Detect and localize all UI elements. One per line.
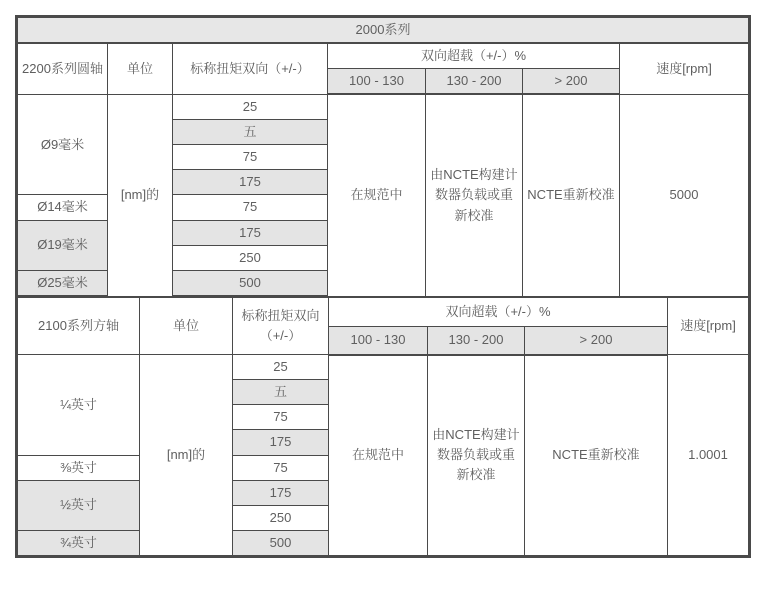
overload-gt-200-cell: NCTE重新校准	[523, 94, 620, 296]
shaft-size-cell: Ø14毫米	[18, 195, 108, 220]
unit-column-header: 单位	[108, 43, 173, 94]
overload-130-200-cell: 由NCTE构建计数器负载或重新校准	[428, 355, 525, 556]
overload-range-header: > 200	[525, 327, 668, 355]
shaft-size-cell: Ø25毫米	[18, 270, 108, 296]
series-2100-table	[17, 297, 749, 556]
shaft-size-cell: Ø19毫米	[18, 220, 108, 270]
shaft-column-header: 2100系列方轴	[18, 298, 140, 355]
overload-range-header: > 200	[523, 69, 620, 95]
speed-value-cell: 5000	[620, 94, 749, 296]
torque-value-cell: 75	[233, 455, 329, 480]
torque-value-cell: 五	[233, 380, 329, 405]
overload-100-130-cell: 在规范中	[328, 94, 426, 296]
overload-range-header: 100 - 130	[329, 327, 428, 355]
table-row	[18, 94, 749, 119]
torque-value-cell: 500	[233, 531, 329, 556]
shaft-size-cell: ⅜英寸	[18, 455, 140, 480]
overload-group-header: 双向超载（+/-）%	[329, 298, 668, 327]
speed-column-header: 速度[rpm]	[668, 298, 749, 355]
overload-group-header: 双向超载（+/-）%	[328, 43, 620, 69]
series-2200-table	[17, 17, 749, 297]
unit-column-header: 单位	[140, 298, 233, 355]
overload-range-header: 100 - 130	[328, 69, 426, 95]
overload-130-200-cell: 由NCTE构建计数器负载或重新校准	[426, 94, 523, 296]
torque-value-cell: 75	[173, 145, 328, 170]
torque-value-cell: 250	[233, 505, 329, 530]
overload-range-header: 130 - 200	[428, 327, 525, 355]
shaft-size-cell: ¼英寸	[18, 355, 140, 456]
header-row-1	[18, 298, 749, 327]
table-title-row	[18, 18, 749, 44]
header-row-1	[18, 43, 749, 69]
torque-column-header: 标称扭矩双向（+/-）	[173, 43, 328, 94]
shaft-column-header: 2200系列圆轴	[18, 43, 108, 94]
unit-cell: [nm]的	[108, 94, 173, 296]
torque-value-cell: 175	[233, 430, 329, 455]
speed-column-header: 速度[rpm]	[620, 43, 749, 94]
spec-table-container	[15, 15, 751, 558]
torque-value-cell: 25	[173, 94, 328, 119]
torque-value-cell: 175	[233, 480, 329, 505]
page-title: 2000系列	[18, 18, 749, 44]
shaft-size-cell: ¾英寸	[18, 531, 140, 556]
speed-value-cell: 1.0001	[668, 355, 749, 556]
overload-gt-200-cell: NCTE重新校准	[525, 355, 668, 556]
unit-cell: [nm]的	[140, 355, 233, 556]
torque-value-cell: 75	[173, 195, 328, 220]
torque-value-cell: 25	[233, 355, 329, 380]
table-row	[18, 355, 749, 380]
shaft-size-cell: ½英寸	[18, 480, 140, 530]
shaft-size-cell: Ø9毫米	[18, 94, 108, 195]
torque-value-cell: 75	[233, 405, 329, 430]
torque-value-cell: 五	[173, 120, 328, 145]
overload-100-130-cell: 在规范中	[329, 355, 428, 556]
overload-range-header: 130 - 200	[426, 69, 523, 95]
torque-value-cell: 500	[173, 270, 328, 296]
torque-column-header: 标称扭矩双向（+/-）	[233, 298, 329, 355]
torque-value-cell: 175	[173, 170, 328, 195]
torque-value-cell: 250	[173, 245, 328, 270]
torque-value-cell: 175	[173, 220, 328, 245]
